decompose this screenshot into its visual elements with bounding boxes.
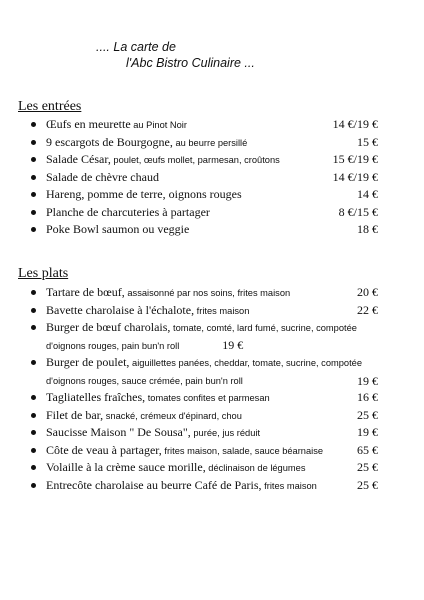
dish-description: purée, jus réduit — [190, 428, 261, 438]
dish-description: aiguillettes panées, cheddar, tomate, sucrine, compotée d'oignons rouges, sauce crémée, pain bun'n roll — [46, 358, 363, 386]
menu-item — [0, 302, 424, 320]
dish-price: 65 € — [357, 442, 378, 457]
dish-name: Bavette charolaise à l'échalote, — [46, 302, 195, 317]
bullet-icon — [31, 325, 36, 330]
bullet-icon — [31, 360, 36, 365]
dish-description: déclinaison de légumes — [205, 463, 306, 473]
dish-name: Tartare de bœuf, — [46, 285, 125, 299]
bullet-icon — [31, 395, 36, 400]
bullet-icon — [31, 210, 36, 215]
dish-price: 25 € — [357, 477, 378, 492]
dish-name: Saucisse Maison " De Sousa", — [46, 425, 191, 439]
menu-item — [0, 151, 424, 169]
dish-description: snacké, crémeux d'épinard, chou — [103, 410, 242, 421]
dish-name: Salade de chèvre chaud — [46, 169, 159, 184]
dish-description: assaisonné par nos soins, frites maison — [124, 288, 291, 298]
dish-name: Entrecôte charolaise au beurre Café de Paris, — [46, 477, 262, 492]
dish-name: Poke Bowl saumon ou veggie — [46, 222, 190, 236]
dish-price: 16 € — [357, 390, 378, 404]
menu-item — [0, 459, 424, 477]
dish-description: au Pinot Noir — [130, 120, 187, 130]
bullet-icon — [31, 157, 36, 162]
menu-title-line-2: l'Abc Bistro Culinaire ... — [126, 56, 255, 70]
menu-item — [0, 116, 424, 134]
dish-description: frites maison, salade, sauce béarnaise — [161, 445, 324, 456]
dish-price: 25 € — [357, 460, 378, 474]
section-title-entrees: Les entrées — [18, 99, 82, 114]
bullet-icon — [31, 175, 36, 180]
dish-price: 20 € — [357, 285, 378, 299]
dish-name: Salade César, — [46, 152, 111, 166]
dish-price: 19 € — [357, 425, 378, 439]
dish-name: Côte de veau à partager, — [46, 442, 162, 457]
dish-name: Volaille à la crème sauce morille, — [46, 460, 206, 474]
dish-price: 8 €/15 € — [338, 204, 378, 219]
bullet-icon — [31, 140, 36, 145]
dish-description: au beurre persillé — [172, 137, 248, 148]
bullet-icon — [31, 308, 36, 313]
dish-name: 9 escargots de Bourgogne, — [46, 134, 173, 149]
bullet-icon — [31, 448, 36, 453]
bullet-icon — [31, 227, 36, 232]
menu-item — [0, 186, 424, 204]
menu-item — [0, 134, 424, 152]
dish-price: 19 € — [357, 373, 378, 388]
dish-name: Hareng, pomme de terre, oignons rouges — [46, 187, 242, 201]
menu-title-line-1: .... La carte de — [96, 40, 176, 54]
menu-item — [0, 319, 424, 354]
menu-item — [0, 442, 424, 460]
dish-price: 15 €/19 € — [332, 152, 378, 166]
menu-item — [0, 221, 424, 239]
bullet-icon — [31, 413, 36, 418]
menu-item — [0, 407, 424, 425]
bullet-icon — [31, 290, 36, 295]
dish-price: 14 € — [357, 187, 378, 201]
dish-price: 15 € — [357, 134, 378, 149]
dish-name: Tagliatelles fraîches, — [46, 390, 146, 404]
bullet-icon — [31, 430, 36, 435]
dish-name: Œufs en meurette — [46, 117, 131, 131]
plats-list — [0, 284, 424, 494]
dish-price: 19 € — [222, 337, 244, 352]
menu-item — [0, 477, 424, 495]
menu-item — [0, 204, 424, 222]
menu-item — [0, 389, 424, 407]
menu-item — [0, 354, 424, 389]
dish-price: 14 €/19 € — [332, 169, 378, 184]
dish-price: 14 €/19 € — [332, 117, 378, 131]
dish-price: 18 € — [357, 222, 378, 236]
bullet-icon — [31, 122, 36, 127]
menu-item — [0, 169, 424, 187]
bullet-icon — [31, 465, 36, 470]
bullet-icon — [31, 483, 36, 488]
dish-description: tomate, comté, lard fumé, sucrine, compotée d'oignons rouges, pain bun'n roll — [46, 323, 357, 351]
dish-price: 25 € — [357, 407, 378, 422]
dish-description: frites maison — [194, 305, 250, 316]
menu-item — [0, 284, 424, 302]
dish-price: 22 € — [357, 302, 378, 317]
dish-description: poulet, œufs mollet, parmesan, croûtons — [110, 155, 280, 165]
dish-name: Burger de bœuf charolais, — [46, 320, 171, 334]
bullet-icon — [31, 192, 36, 197]
dish-description: tomates confites et parmesan — [145, 393, 270, 403]
section-title-plats: Les plats — [18, 266, 69, 281]
dish-name: Burger de poulet, — [46, 355, 130, 369]
entrees-list — [0, 116, 424, 239]
menu-item — [0, 424, 424, 442]
dish-name: Filet de bar, — [46, 407, 104, 422]
dish-description: frites maison — [261, 480, 317, 491]
dish-name: Planche de charcuteries à partager — [46, 204, 210, 219]
